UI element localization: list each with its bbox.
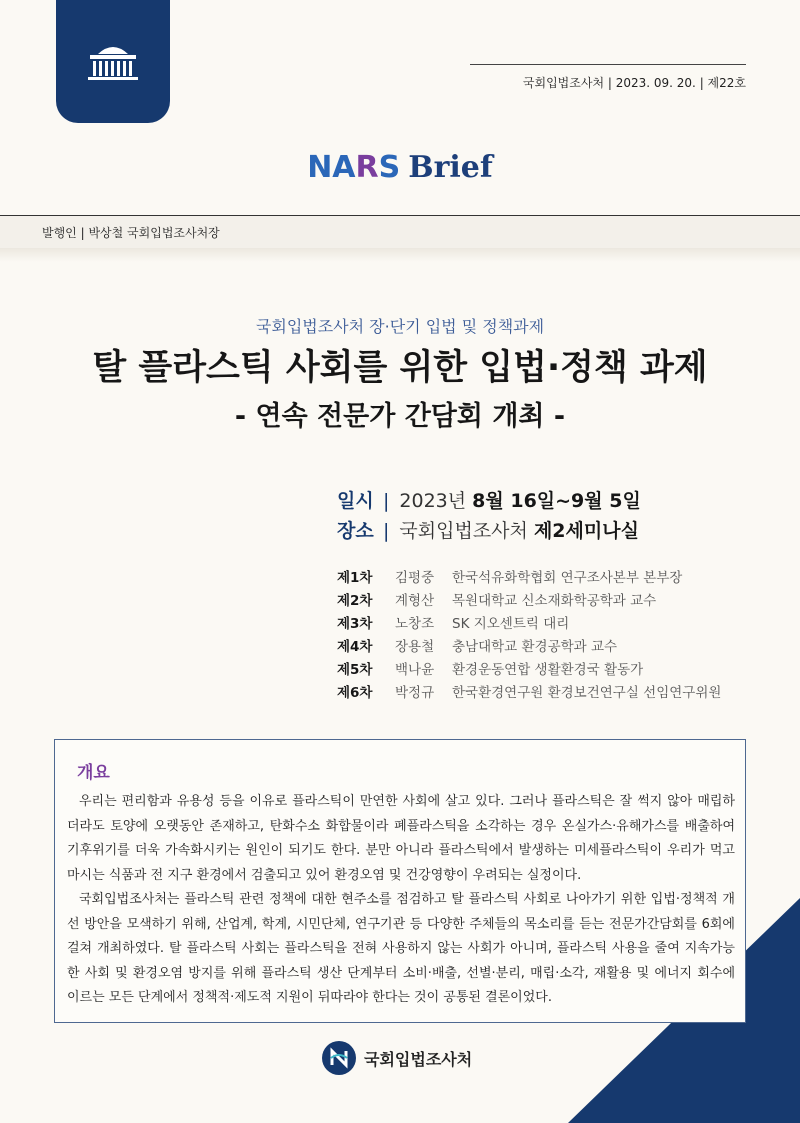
national-assembly-building-icon — [84, 42, 142, 82]
brand-n: N — [307, 150, 333, 185]
band-shadow — [0, 248, 800, 262]
list-item — [337, 589, 721, 612]
rounds-list — [337, 566, 721, 704]
list-item — [337, 635, 721, 658]
round-number: 제1차 — [337, 570, 373, 586]
footer-org-name: 국회입법조사처 — [364, 1049, 473, 1069]
top-rule — [470, 64, 746, 65]
date-row: 일시 | 2023년 8월 16일~9월 5일 — [337, 486, 641, 513]
nars-brief-logo — [0, 150, 800, 185]
speaker-name: 장용철 — [395, 639, 435, 655]
date-value: 8월 16일~9월 5일 — [472, 490, 641, 512]
date-prefix: 2023년 — [399, 490, 473, 512]
speaker-name: 노창조 — [395, 616, 435, 632]
place-row: 장소 | 국회입법조사처 제2세미나실 — [337, 516, 639, 543]
place-prefix: 국회입법조사처 — [399, 520, 534, 542]
issue-line: 국회입법조사처 | 2023. 09. 20. | 제22호 — [522, 76, 746, 90]
brand-s: S — [378, 150, 401, 185]
nars-logo-icon — [322, 1041, 356, 1075]
round-number: 제3차 — [337, 616, 373, 632]
round-number: 제2차 — [337, 593, 373, 609]
list-item — [337, 658, 721, 681]
publisher: 발행인 | 박상철 국회입법조사처장 — [42, 226, 220, 240]
round-number: 제5차 — [337, 662, 373, 678]
speaker-name: 백나윤 — [395, 662, 435, 678]
speaker-affiliation: 환경운동연합 생활환경국 활동가 — [452, 662, 644, 678]
round-number: 제6차 — [337, 685, 373, 701]
list-item — [337, 681, 721, 704]
page-subtitle: - 연속 전문가 간담회 개최 - — [234, 401, 566, 432]
list-item — [337, 612, 721, 635]
kicker: 국회입법조사처 장·단기 입법 및 정책과제 — [255, 317, 545, 336]
speaker-name: 김평중 — [395, 570, 435, 586]
summary-paragraph: 국회입법조사처는 플라스틱 관련 정책에 대한 현주소를 점검하고 탈 플라스틱 사회로 나아가기 위한 입법·정책적 개선 방안을 모색하기 위해, 산업계, 학계, 시민단체, 연구기관 등 다양한 주체들의 목소리를 듣는 전문가간담회를 6회에 걸쳐 개최하였다. 탈 플라스틱 사회는 플라스틱을 전혀 사용하지 않는 사회가 아니며, 플라스틱 사용을 줄여 지속가능한 사회 및 환경오염 방지를 위해 플라스틱 생산 단계부터 소비·배출, 선별·분리, 매립·소각, 재활용 및 에너지 회수에 이르는 모든 단계에서 정책적·제도적 지원이 뒤따라야 한다는 것이 공통된 결론이었다. — [67, 892, 735, 1005]
date-label: 일시 — [337, 490, 374, 512]
round-number: 제4차 — [337, 639, 373, 655]
list-item — [337, 566, 721, 589]
speaker-affiliation: SK 지오센트릭 대리 — [452, 616, 570, 632]
place-value: 제2세미나실 — [533, 520, 639, 542]
summary-box — [54, 739, 746, 1023]
speaker-affiliation: 충남대학교 환경공학과 교수 — [452, 639, 618, 655]
place-label: 장소 — [337, 520, 374, 542]
footer-org — [322, 1040, 472, 1076]
summary-paragraph: 우리는 편리함과 유용성 등을 이유로 플라스틱이 만연한 사회에 살고 있다. 그러나 플라스틱은 잘 썩지 않아 매립하더라도 토양에 오랫동안 존재하고, 탄화수소 화합물이라 폐플라스틱을 소각하는 경우 온실가스·유해가스를 배출하여 기후위기를 더욱 가속화시키는 원인이 되기도 한다. 분만 아니라 플라스틱에서 발생하는 미세플라스틱이 우리가 먹고 마시는 식품과 전 지구 환경에서 검출되고 있어 환경오염 및 건강영향이 우려되는 실정이다. — [67, 794, 735, 883]
speaker-affiliation: 한국환경연구원 환경보건연구실 선임연구위원 — [452, 685, 722, 701]
speaker-name: 계형산 — [395, 593, 435, 609]
speaker-name: 박정규 — [395, 685, 435, 701]
brand-a: A — [332, 150, 356, 185]
brand-r: R — [355, 150, 379, 185]
header-tab — [56, 0, 170, 123]
speaker-affiliation: 한국석유화학협회 연구조사본부 본부장 — [452, 570, 683, 586]
page-title: 탈 플라스틱 사회를 위한 입법·정책 과제 — [92, 348, 708, 388]
summary-body — [67, 790, 735, 1011]
brand-brief: Brief — [408, 150, 493, 185]
speaker-affiliation: 목원대학교 신소재화학공학과 교수 — [452, 593, 657, 609]
summary-title: 개요 — [77, 763, 110, 783]
